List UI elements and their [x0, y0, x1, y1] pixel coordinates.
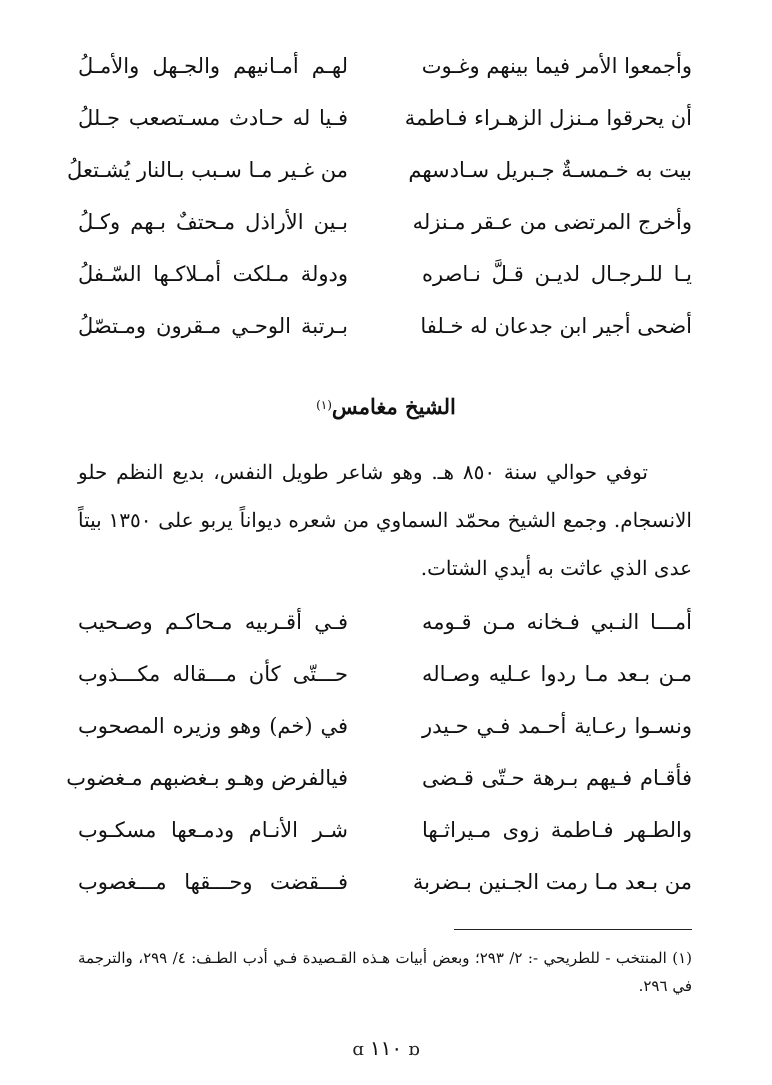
hemistich-second: فـيا له حـادث مسـتصعب جـللُ [78, 105, 348, 130]
hemistich-second: فـــقضت وحـــقها مـــغصوب [78, 869, 348, 894]
verse-row [67, 144, 692, 196]
poem-bottom [66, 596, 692, 908]
verse-row [78, 596, 692, 648]
verse-row [78, 40, 692, 92]
hemistich-first: أمـــا النـبي فـخانه مـن قـومه [422, 609, 692, 634]
verse-row [78, 648, 692, 700]
verse-row [66, 752, 692, 804]
hemistich-second: شـر الأنـام ودمـعها مسكـوب [78, 817, 348, 842]
footnote-ref[interactable]: (١) [316, 398, 332, 412]
hemistich-first: والطـهر فـاطمة زوى مـيراثـها [422, 817, 692, 842]
hemistich-second: فيالفرض وهـو بـغضبهم مـغضوب [66, 765, 348, 790]
hemistich-second: بـرتبة الوحـي مـقرون ومـتصّلُ [78, 313, 348, 338]
hemistich-second: ودولة مـلكت أمـلاكـها السّـفلُ [78, 261, 348, 286]
biography-text: توفي حوالي سنة ٨٥٠ هـ. وهو شاعر طويل النفس، بديع النظم حلو الانسجام. وجمع الشيخ محمّد السماوي من شعره ديواناً يربو على ١٣٥٠ بيتاً عدى الذي عاثت به أيدي الشتات. [78, 460, 692, 580]
page-number: ١١٠ [369, 1036, 403, 1060]
footnote-text: (١) المنتخب - للطريحي -: ٢/ ٢٩٣؛ وبعض أبيات هـذه القـصيدة فـي أدب الطـف: ٤/ ٢٩٩، والترجمة في ٢٩٦. [78, 949, 692, 995]
hemistich-first: من بـعد مـا رمت الجـنين بـضربة [412, 869, 692, 894]
hemistich-first: فأقـام فـيهم بـرهة حـتّى قـضى [422, 765, 692, 790]
verse-row [78, 196, 692, 248]
hemistich-second: بـين الأراذل مـحتفٌ بـهم وكـلُ [78, 209, 348, 234]
verse-row [78, 92, 692, 144]
hemistich-first: أن يحرقوا مـنزل الزهـراء فـاطمة [404, 105, 692, 130]
hemistich-second: لهـم أمـانيهم والجـهل والأمـلُ [78, 53, 348, 78]
hemistich-second: في (خم) وهو وزيره المصحوب [78, 713, 348, 738]
hemistich-second: حـــتّى كأن مـــقاله مكـــذوب [78, 661, 348, 686]
hemistich-first: أضحى أجير ابن جدعان له خـلفا [420, 313, 692, 338]
verse-row [78, 300, 692, 352]
hemistich-second: من غـير مـا سـبب بـالنار يُشـتعلُ [67, 157, 348, 182]
ornament-right-icon: ɒ [408, 1039, 420, 1060]
verse-row [78, 248, 692, 300]
hemistich-first: وأخرج المرتضى من عـقر مـنزله [412, 209, 692, 234]
poem-top [67, 40, 692, 352]
biography-paragraph [78, 448, 692, 592]
page-number-block [0, 1034, 772, 1064]
hemistich-first: ونسـوا رعـاية أحـمد فـي حـيدر [422, 713, 692, 738]
hemistich-first: مـن بـعد مـا ردوا عـليه وصـاله [422, 661, 692, 686]
footnote [78, 944, 692, 1000]
hemistich-first: بيت به خـمسـةٌ جـبريل سـادسهم [408, 157, 692, 182]
footnote-divider [454, 929, 692, 930]
section-heading [0, 391, 772, 421]
hemistich-first: يـا للـرجـال لديـن قـلَّ نـاصره [422, 261, 692, 286]
ornament-left-icon: ɑ [352, 1039, 364, 1060]
verse-row [78, 804, 692, 856]
verse-row [78, 700, 692, 752]
section-title: الشيخ مغامس [331, 394, 456, 419]
verse-row [78, 856, 692, 908]
hemistich-first: وأجمعوا الأمر فيما بينهم وغـوت [421, 53, 692, 78]
hemistich-second: فـي أقـربيه مـحاكـم وصـحيب [78, 609, 348, 634]
